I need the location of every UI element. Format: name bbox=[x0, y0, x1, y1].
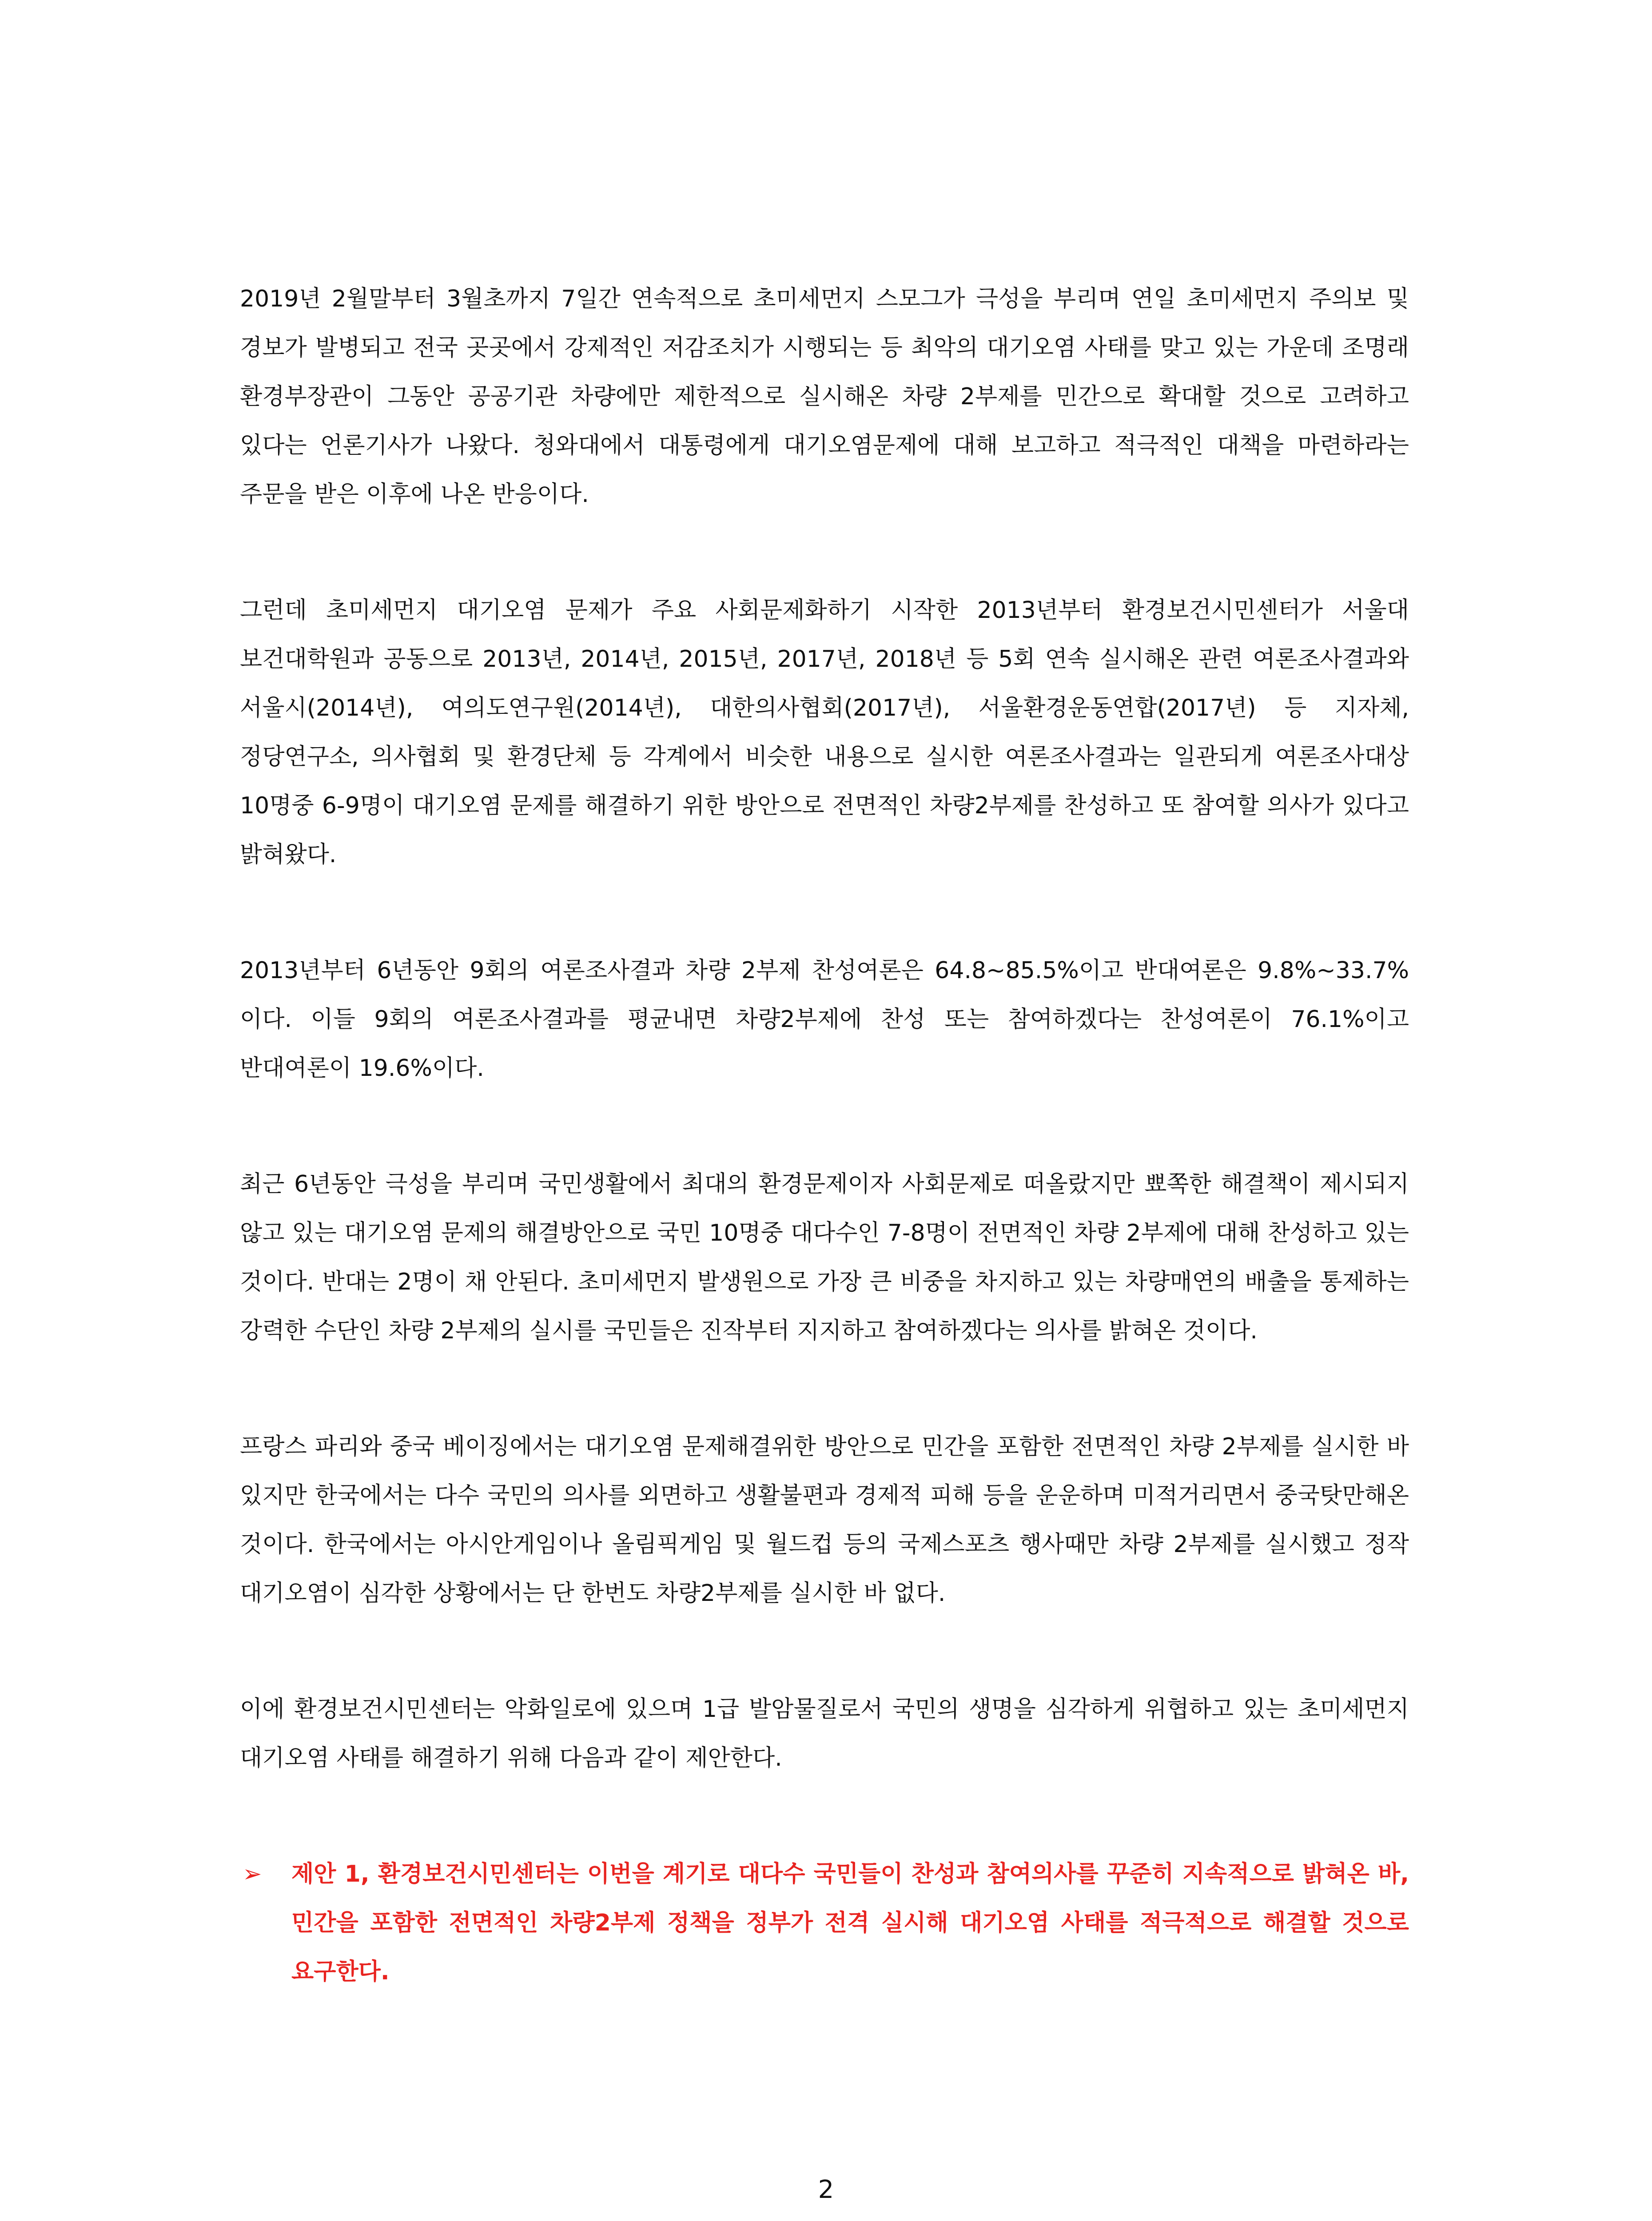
paragraph-5: 프랑스 파리와 중국 베이징에서는 대기오염 문제해결위한 방안으로 민간을 포함한 전면적인 차량 2부제를 실시한 바 있지만 한국에서는 다수 국민의 의사를 외면하고 생활불편과 경제적 피해 등을 운운하며 미적거리면서 중국탓만해온 것이다. 한국에서는 아시안게임이나 올림픽게임 및 월드컵 등의 국제스포츠 행사때만 차량 2부제를 실시했고 정작 대기오염이 심각한 상황에서는 단 한번도 차량2부제를 실시한 바 없다. bbox=[240, 1433, 1409, 1607]
proposal-text: 제안 1, 환경보건시민센터는 이번을 계기로 대다수 국민들이 찬성과 참여의사를 꾸준히 지속적으로 밝혀온 바, 민간을 포함한 전면적인 차량2부제 정책을 정부가 전격 실시해 대기오염 사태를 적극적으로 해결할 것으로 요구한다. bbox=[291, 1861, 1409, 1985]
paragraph-2: 그런데 초미세먼지 대기오염 문제가 주요 사회문제화하기 시작한 2013년부터 환경보건시민센터가 서울대 보건대학원과 공동으로 2013년, 2014년, 2015년, 2017년, 2018년 등 5회 연속 실시해온 관련 여론조사결과와 서울시(2014년), 여의도연구원(2014년), 대한의사협회(2017년), 서울환경운동연합(2017년) 등 지자체, 정당연구소, 의사협회 및 환경단체 등 각계에서 비슷한 내용으로 실시한 여론조사결과는 일관되게 여론조사대상 10명중 6-9명이 대기오염 문제를 해결하기 위한 방안으로 전면적인 차량2부제를 찬성하고 또 참여할 의사가 있다고 밝혀왔다. bbox=[240, 597, 1409, 868]
paragraph-4: 최근 6년동안 극성을 부리며 국민생활에서 최대의 환경문제이자 사회문제로 떠올랐지만 뾰쪽한 해결책이 제시되지 않고 있는 대기오염 문제의 해결방안으로 국민 10명중 대다수인 7-8명이 전면적인 차량 2부제에 대해 찬성하고 있는 것이다. 반대는 2명이 채 안된다. 초미세먼지 발생원으로 가장 큰 비중을 차지하고 있는 차량매연의 배출을 통제하는 강력한 수단인 차량 2부제의 실시를 국민들은 진작부터 지지하고 참여하겠다는 의사를 밝혀온 것이다. bbox=[240, 1171, 1409, 1344]
arrow-bullet-icon: ➢ bbox=[243, 1861, 262, 1887]
paragraph-1: 2019년 2월말부터 3월초까지 7일간 연속적으로 초미세먼지 스모그가 극성을 부리며 연일 초미세먼지 주의보 및 경보가 발병되고 전국 곳곳에서 강제적인 저감조치가 시행되는 등 최악의 대기오염 사태를 맞고 있는 가운데 조명래 환경부장관이 그동안 공공기관 차량에만 제한적으로 실시해온 차량 2부제를 민간으로 확대할 것으로 고려하고 있다는 언론기사가 나왔다. 청와대에서 대통령에게 대기오염문제에 대해 보고하고 적극적인 대책을 마련하라는 주문을 받은 이후에 나온 반응이다. bbox=[240, 286, 1409, 508]
document-body bbox=[240, 275, 1409, 1996]
paragraph-3: 2013년부터 6년동안 9회의 여론조사결과 차량 2부제 찬성여론은 64.8~85.5%이고 반대여론은 9.8%~33.7%이다. 이들 9회의 여론조사결과를 평균내면 차량2부제에 찬성 또는 참여하겠다는 찬성여론이 76.1%이고 반대여론이 19.6%이다. bbox=[240, 957, 1409, 1082]
paragraph-6: 이에 환경보건시민센터는 악화일로에 있으며 1급 발암물질로서 국민의 생명을 심각하게 위협하고 있는 초미세먼지 대기오염 사태를 해결하기 위해 다음과 같이 제안한다. bbox=[240, 1696, 1409, 1771]
page-number: 2 bbox=[818, 2175, 834, 2204]
proposal-item bbox=[240, 1850, 1409, 1996]
